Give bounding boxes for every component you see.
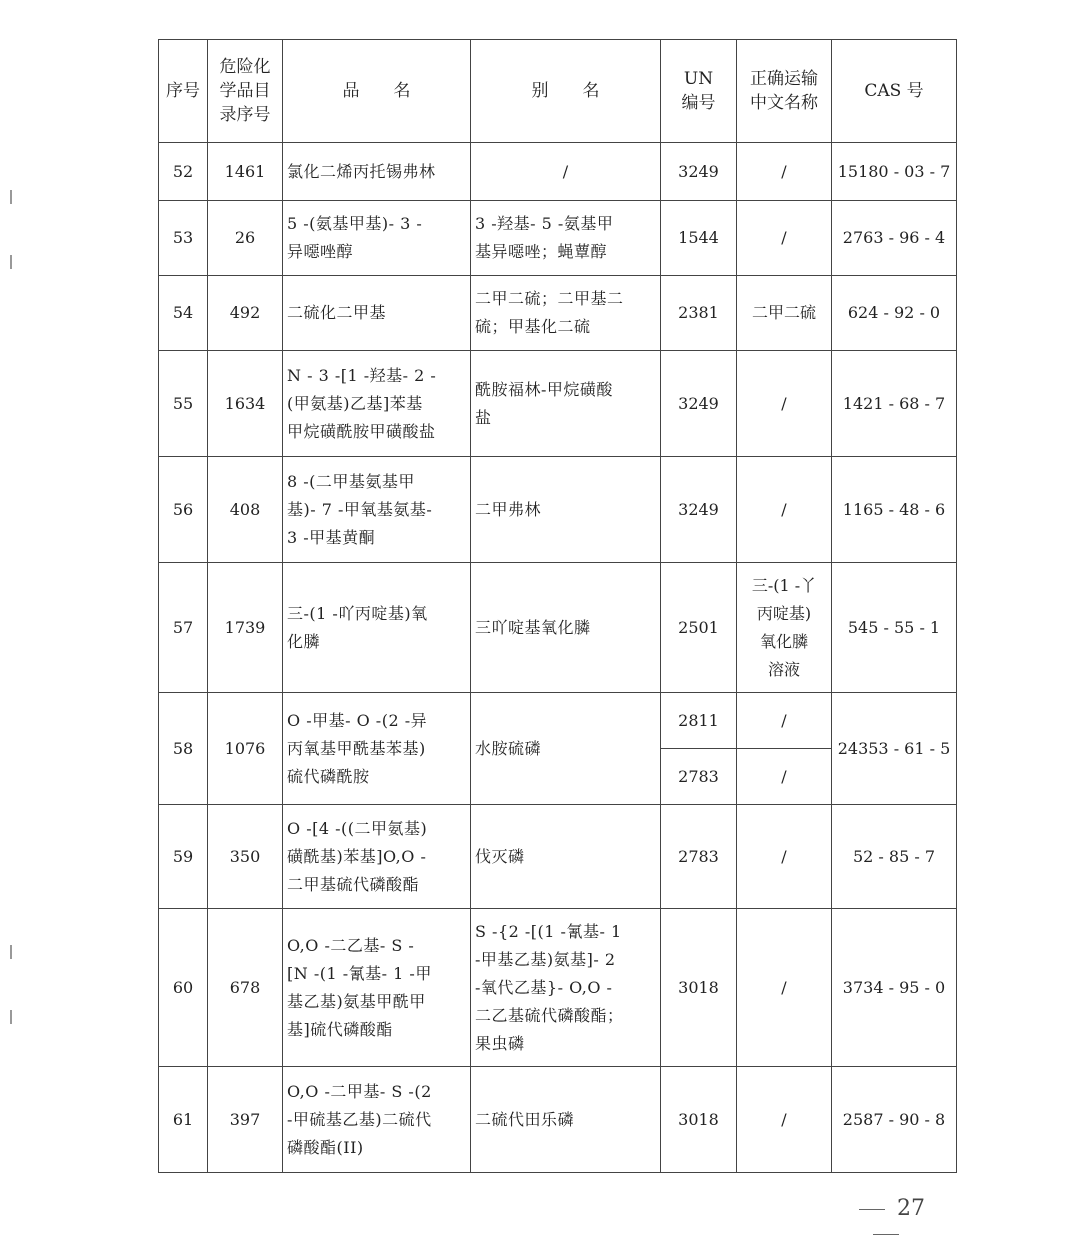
cell-shipping: / <box>737 749 832 805</box>
header-un: UN 编号 <box>661 40 737 143</box>
cell-shipping: / <box>737 143 832 201</box>
cell-catalog: 1739 <box>208 563 283 693</box>
header-catalog: 危险化 学品目 录序号 <box>208 40 283 143</box>
header-shipping: 正确运输 中文名称 <box>737 40 832 143</box>
table-row <box>159 563 957 693</box>
cell-un: 1544 <box>661 201 737 276</box>
cell-shipping: 二甲二硫 <box>737 276 832 351</box>
cell-alias: 二甲二硫；二甲基二 硫；甲基化二硫 <box>471 276 661 351</box>
cell-alias: 二甲弗林 <box>471 457 661 563</box>
cell-seq: 53 <box>159 201 208 276</box>
cell-seq: 52 <box>159 143 208 201</box>
cell-un: 2501 <box>661 563 737 693</box>
cell-name: 8 -(二甲基氨基甲 基)- 7 -甲氧基氨基- 3 -甲基黄酮 <box>283 457 471 563</box>
cell-alias: 3 -羟基- 5 -氨基甲 基异噁唑；蝇蕈醇 <box>471 201 661 276</box>
cell-catalog: 678 <box>208 909 283 1067</box>
cell-seq: 58 <box>159 693 208 805</box>
cell-catalog: 350 <box>208 805 283 909</box>
scan-mark <box>10 945 12 959</box>
cell-name: O,O -二乙基- S - [N -(1 -氰基- 1 -甲 基乙基)氨基甲酰甲 基]硫代磷酸酯 <box>283 909 471 1067</box>
cell-un: 3249 <box>661 143 737 201</box>
scan-mark <box>10 1010 12 1024</box>
cell-shipping: / <box>737 1067 832 1173</box>
cell-cas: 52 - 85 - 7 <box>832 805 957 909</box>
cell-name: 二硫化二甲基 <box>283 276 471 351</box>
cell-cas: 2763 - 96 - 4 <box>832 201 957 276</box>
table-row <box>159 276 957 351</box>
cell-seq: 56 <box>159 457 208 563</box>
cell-un: 2811 <box>661 693 737 749</box>
table-row <box>159 351 957 457</box>
cell-catalog: 492 <box>208 276 283 351</box>
cell-alias: 伐灭磷 <box>471 805 661 909</box>
page-number <box>828 1196 944 1246</box>
header-seq: 序号 <box>159 40 208 143</box>
cell-un: 2783 <box>661 805 737 909</box>
cell-alias: 三吖啶基氧化膦 <box>471 563 661 693</box>
cell-cas: 24353 - 61 - 5 <box>832 693 957 805</box>
cell-un: 3249 <box>661 351 737 457</box>
cell-name: 5 -(氨基甲基)- 3 - 异噁唑醇 <box>283 201 471 276</box>
cell-un: 2381 <box>661 276 737 351</box>
cell-seq: 61 <box>159 1067 208 1173</box>
cell-cas: 3734 - 95 - 0 <box>832 909 957 1067</box>
cell-shipping: / <box>737 693 832 749</box>
cell-shipping: / <box>737 457 832 563</box>
header-alias: 别 名 <box>471 40 661 143</box>
cell-un: 3018 <box>661 909 737 1067</box>
cell-un: 3249 <box>661 457 737 563</box>
cell-catalog: 1076 <box>208 693 283 805</box>
cell-name: 三-(1 -吖丙啶基)氧 化膦 <box>283 563 471 693</box>
cell-cas: 624 - 92 - 0 <box>832 276 957 351</box>
table-row <box>159 909 957 1067</box>
cell-alias: 二硫代田乐磷 <box>471 1067 661 1173</box>
cell-name: N - 3 -[1 -羟基- 2 - (甲氨基)乙基]苯基 甲烷磺酰胺甲磺酸盐 <box>283 351 471 457</box>
cell-shipping: / <box>737 351 832 457</box>
cell-name: O -[4 -((二甲氨基) 磺酰基)苯基]O,O - 二甲基硫代磷酸酯 <box>283 805 471 909</box>
cell-cas: 1421 - 68 - 7 <box>832 351 957 457</box>
dash-left <box>859 1209 885 1210</box>
cell-name: 氯化二烯丙托锡弗林 <box>283 143 471 201</box>
table-row <box>159 805 957 909</box>
cell-seq: 54 <box>159 276 208 351</box>
header-cas: CAS 号 <box>832 40 957 143</box>
dash-right <box>873 1234 899 1235</box>
cell-catalog: 397 <box>208 1067 283 1173</box>
table-row <box>159 1067 957 1173</box>
cell-cas: 2587 - 90 - 8 <box>832 1067 957 1173</box>
cell-alias: 酰胺福林-甲烷磺酸 盐 <box>471 351 661 457</box>
cell-shipping: / <box>737 805 832 909</box>
cell-cas: 1165 - 48 - 6 <box>832 457 957 563</box>
cell-catalog: 1634 <box>208 351 283 457</box>
cell-shipping: / <box>737 909 832 1067</box>
cell-shipping: 三-(1 -丫 丙啶基) 氧化膦 溶液 <box>737 563 832 693</box>
cell-un: 2783 <box>661 749 737 805</box>
cell-alias: S -{2 -[(1 -氰基- 1 -甲基乙基)氨基]- 2 -氧代乙基}- O,O - 二乙基硫代磷酸酯； 果虫磷 <box>471 909 661 1067</box>
chemical-table <box>158 39 957 1173</box>
header-name: 品 名 <box>283 40 471 143</box>
cell-cas: 545 - 55 - 1 <box>832 563 957 693</box>
scan-mark <box>10 255 12 269</box>
cell-seq: 55 <box>159 351 208 457</box>
cell-un: 3018 <box>661 1067 737 1173</box>
cell-seq: 57 <box>159 563 208 693</box>
cell-cas: 15180 - 03 - 7 <box>832 143 957 201</box>
header-row <box>159 40 957 143</box>
cell-seq: 59 <box>159 805 208 909</box>
cell-alias: 水胺硫磷 <box>471 693 661 805</box>
cell-shipping: / <box>737 201 832 276</box>
table-row <box>159 143 957 201</box>
cell-seq: 60 <box>159 909 208 1067</box>
cell-alias: / <box>471 143 661 201</box>
table-row <box>159 201 957 276</box>
cell-name: O -甲基- O -(2 -异 丙氧基甲酰基苯基) 硫代磷酰胺 <box>283 693 471 805</box>
cell-catalog: 408 <box>208 457 283 563</box>
cell-name: O,O -二甲基- S -(2 -甲硫基乙基)二硫代 磷酸酯(II) <box>283 1067 471 1173</box>
scan-mark <box>10 190 12 204</box>
cell-catalog: 1461 <box>208 143 283 201</box>
table-row <box>159 457 957 563</box>
table-row <box>159 693 957 749</box>
cell-catalog: 26 <box>208 201 283 276</box>
page-number-text: 27 <box>897 1196 925 1221</box>
